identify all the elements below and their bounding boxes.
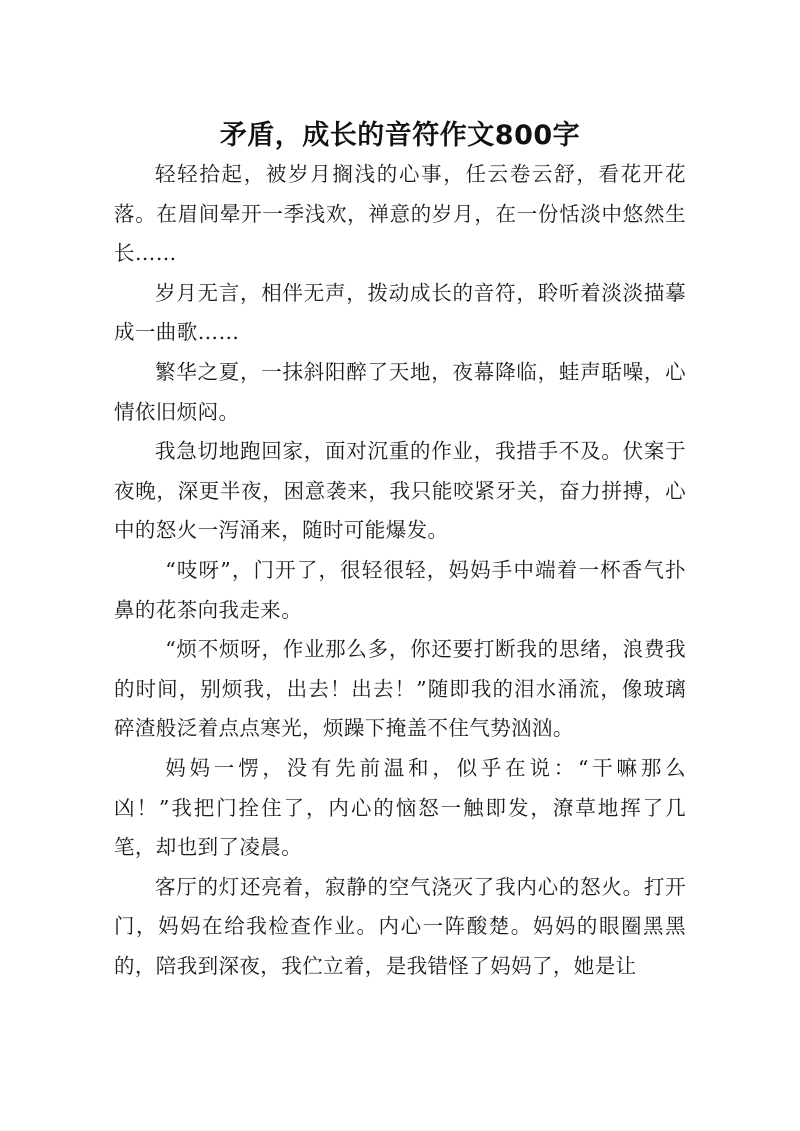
- paragraph: 我急切地跑回家，面对沉重的作业，我措手不及。伏案于夜晚，深更半夜，困意袭来，我只能咬紧牙关，奋力拼搏，心中的怒火一泻涌来，随时可能爆发。: [114, 439, 686, 543]
- document-title: 矛盾，成长的音符作文800字: [219, 120, 581, 152]
- paragraph: “吱呀”，门开了，很轻很轻，妈妈手中端着一杯香气扑鼻的花茶向我走来。: [114, 557, 686, 622]
- paragraph: 妈妈一愣，没有先前温和，似乎在说：“干嘛那么凶！”我把门拴住了，内心的恼怒一触即发，潦草地挥了几笔，却也到了凌晨。: [114, 755, 686, 860]
- paragraph: 岁月无言，相伴无声，拨动成长的音符，聆听着淡淡描摹成一曲歌……: [114, 280, 686, 345]
- document-body: [114, 155, 686, 986]
- paragraph: 客厅的灯还亮着，寂静的空气浇灭了我内心的怒火。打开门，妈妈在给我检查作业。内心一阵酸楚。妈妈的眼圈黑黑的，陪我到深夜，我伫立着，是我错怪了妈妈了，她是让: [114, 874, 686, 978]
- paragraph: 繁华之夏，一抹斜阳醉了天地，夜幕降临，蛙声聒噪，心情依旧烦闷。: [114, 359, 686, 424]
- paragraph: “烦不烦呀，作业那么多，你还要打断我的思绪，浪费我的时间，别烦我，出去！出去！”随即我的泪水涌流，像玻璃碎渣般泛着点点寒光，烦躁下掩盖不住气势汹汹。: [114, 637, 686, 741]
- paragraph: 轻轻拾起，被岁月搁浅的心事，任云卷云舒，看花开花落。在眉间晕开一季浅欢，禅意的岁月，在一份恬淡中悠然生长……: [114, 162, 686, 266]
